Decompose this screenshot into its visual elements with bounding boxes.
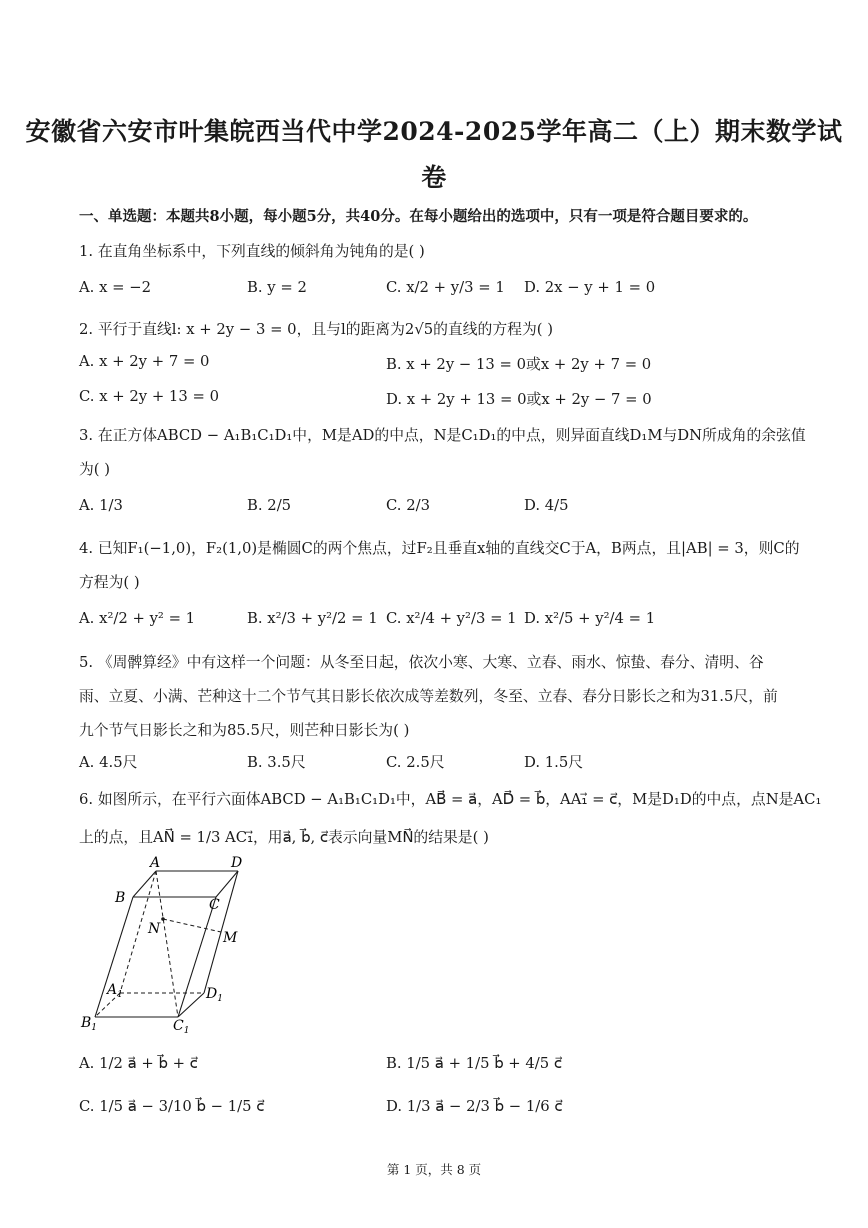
page-title-continued: 卷 [421,163,447,192]
question-3-stem-line-1: 3. 在正方体ABCD − A₁B₁C₁D₁中，M是AD的中点，N是C₁D₁的中点，则异面直线D₁M与DN所成角的余弦值 [79,427,806,444]
edge-ab [133,871,156,897]
question-2-stem: 2. 平行于直线l: x + 2y − 3 = 0，且与l的距离为2√5的直线的方程为( ) [79,321,553,338]
question-4-stem-line-1: 4. 已知F₁(−1,0)，F₂(1,0)是椭圆C的两个焦点，过F₂且垂直x轴的直线交C于A，B两点，且|AB| = 3，则C的 [79,540,800,557]
question-1-option-d: D. 2x − y + 1 = 0 [524,279,656,296]
label-d1: $D_1$ [206,986,223,1004]
label-a: A [150,855,161,871]
question-6-option-c: C. 1/5 a⃗ − 3/10 b⃗ − 1/5 c⃗ [79,1098,265,1115]
label-b: B [115,890,126,906]
diagonal-ac1 [156,871,178,1017]
question-5-stem-line-2: 雨、立夏、小满、芒种这十二个节气其日影长依次成等差数列，冬至、立春、春分日影长之和为31.5尺，前 [79,688,778,705]
label-d: D [231,855,243,871]
question-5-stem-line-1: 5. 《周髀算经》中有这样一个问题：从冬至日起，依次小寒、大寒、立春、雨水、惊蛰、春分、清明、谷 [79,654,764,671]
question-3-option-c: C. 2/3 [386,497,431,514]
question-6-stem-line-2: 上的点，且AN⃗ = 1/3 AC₁⃗，用a⃗, b⃗, c⃗表示向量MN⃗的结果是( ) [79,829,489,846]
label-a1: $A_1$ [107,982,123,1000]
question-1-option-a: A. x = −2 [79,279,152,296]
label-c: C [209,897,220,913]
section-heading: 一、单选题：本题共8小题，每小题5分，共40分。在每小题给出的选项中，只有一项是符合题目要求的。 [79,208,758,225]
question-5-stem-line-3: 九个节气日影长之和为85.5尺，则芒种日影长为( ) [79,722,410,739]
question-3-option-d: D. 4/5 [524,497,569,514]
question-3-option-b: B. 2/5 [247,497,292,514]
question-2-option-b: B. x + 2y − 13 = 0或x + 2y + 7 = 0 [386,356,652,373]
question-1-option-b: B. y = 2 [247,279,307,296]
question-6-option-d: D. 1/3 a⃗ − 2/3 b⃗ − 1/6 c⃗ [386,1098,563,1115]
point-n [161,917,165,921]
page-number-footer: 第 1 页，共 8 页 [386,1162,482,1177]
question-6-option-b: B. 1/5 a⃗ + 1/5 b⃗ + 4/5 c⃗ [386,1055,563,1072]
question-6-option-a: A. 1/2 a⃗ + b⃗ + c⃗ [79,1055,198,1072]
question-4-option-a: A. x²/2 + y² = 1 [79,610,196,627]
label-b1: $B_1$ [81,1015,98,1033]
question-2-option-a: A. x + 2y + 7 = 0 [79,353,210,370]
page-title: 安徽省六安市叶集皖西当代中学2024-2025学年高二（上）期末数学试 [25,117,843,146]
question-5-option-d: D. 1.5尺 [524,754,584,771]
question-4-option-b: B. x²/3 + y²/2 = 1 [247,610,378,627]
segment-mn [163,919,221,932]
label-m: M [223,930,238,946]
question-4-option-c: C. x²/4 + y²/3 = 1 [386,610,517,627]
question-5-option-b: B. 3.5尺 [247,754,306,771]
question-6-stem-line-1: 6. 如图所示，在平行六面体ABCD − A₁B₁C₁D₁中，AB⃗ = a⃗，AD⃗ = b⃗，AA₁⃗ = c⃗，M是D₁D的中点，点N是AC₁ [79,791,822,808]
question-4-option-d: D. x²/5 + y²/4 = 1 [524,610,656,627]
question-2-option-d: D. x + 2y + 13 = 0或x + 2y − 7 = 0 [386,391,652,408]
question-5-option-c: C. 2.5尺 [386,754,445,771]
question-1-stem: 1. 在直角坐标系中，下列直线的倾斜角为钝角的是( ) [79,243,425,260]
question-4-stem-line-2: 方程为( ) [79,574,140,591]
label-c1: $C_1$ [173,1018,190,1036]
question-1-option-c: C. x/2 + y/3 = 1 [386,279,505,296]
question-3-stem-line-2: 为( ) [79,461,111,478]
question-2-option-c: C. x + 2y + 13 = 0 [79,388,219,405]
parallelepiped-figure [78,855,258,1040]
question-5-option-a: A. 4.5尺 [79,754,138,771]
question-3-option-a: A. 1/3 [79,497,123,514]
label-n: N [148,921,161,937]
